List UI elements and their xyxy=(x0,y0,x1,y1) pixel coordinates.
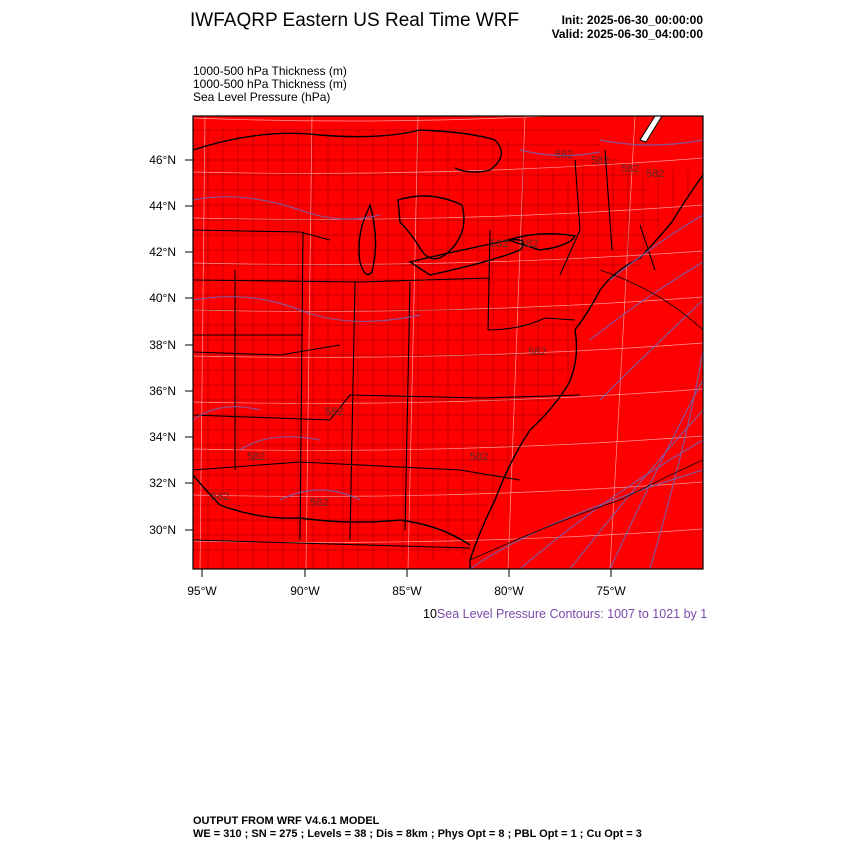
lon-label: 75°W xyxy=(596,584,626,598)
field-label-thickness-2: 1000-500 hPa Thickness (m) xyxy=(193,77,347,91)
lat-label: 46°N xyxy=(149,153,176,167)
lon-label: 95°W xyxy=(187,584,217,598)
lat-label: 38°N xyxy=(149,338,176,352)
lat-ticks xyxy=(185,160,193,530)
contour-label: 582 xyxy=(490,238,509,250)
contour-info-text: Sea Level Pressure Contours: 1007 to 1021 by 1 xyxy=(436,607,708,621)
lat-label: 44°N xyxy=(149,199,176,213)
lon-label: 90°W xyxy=(290,584,320,598)
lat-label: 42°N xyxy=(149,245,176,259)
field-label-slp: Sea Level Pressure (hPa) xyxy=(193,90,331,104)
contour-info-lead: 10 xyxy=(423,607,437,621)
plot-title: IWFAQRP Eastern US Real Time WRF xyxy=(190,10,520,31)
lat-label: 40°N xyxy=(149,291,176,305)
contour-label: 582 xyxy=(310,497,329,509)
contour-label: 582 xyxy=(325,406,344,418)
contour-label: 582 xyxy=(520,238,539,250)
model-info-line2: WE = 310 ; SN = 275 ; Levels = 38 ; Dis = 8km ; Phys Opt = 8 ; PBL Opt = 1 ; Cu Opt = 3 xyxy=(193,828,642,840)
contour-label: 582 xyxy=(621,163,640,175)
model-info-line1: OUTPUT FROM WRF V4.6.1 MODEL xyxy=(193,815,380,827)
lat-label: 34°N xyxy=(149,430,176,444)
contour-label: 582 xyxy=(646,168,665,180)
lon-ticks xyxy=(202,569,611,577)
valid-time: Valid: 2025-06-30_04:00:00 xyxy=(551,27,703,41)
init-time: Init: 2025-06-30_00:00:00 xyxy=(561,13,703,27)
contour-label: 582 xyxy=(528,346,547,358)
field-label-thickness-1: 1000-500 hPa Thickness (m) xyxy=(193,64,347,78)
contour-info xyxy=(423,607,707,621)
contour-label: 582 xyxy=(555,149,574,161)
lat-label: 32°N xyxy=(149,476,176,490)
contour-label: 582 xyxy=(470,451,489,463)
contour-label: 582 xyxy=(211,491,230,503)
lon-label: 85°W xyxy=(392,584,422,598)
contour-label: 582 xyxy=(247,451,266,463)
contour-label: 582 xyxy=(591,155,610,167)
lon-label: 80°W xyxy=(494,584,524,598)
lat-label: 30°N xyxy=(149,523,176,537)
lat-label: 36°N xyxy=(149,384,176,398)
